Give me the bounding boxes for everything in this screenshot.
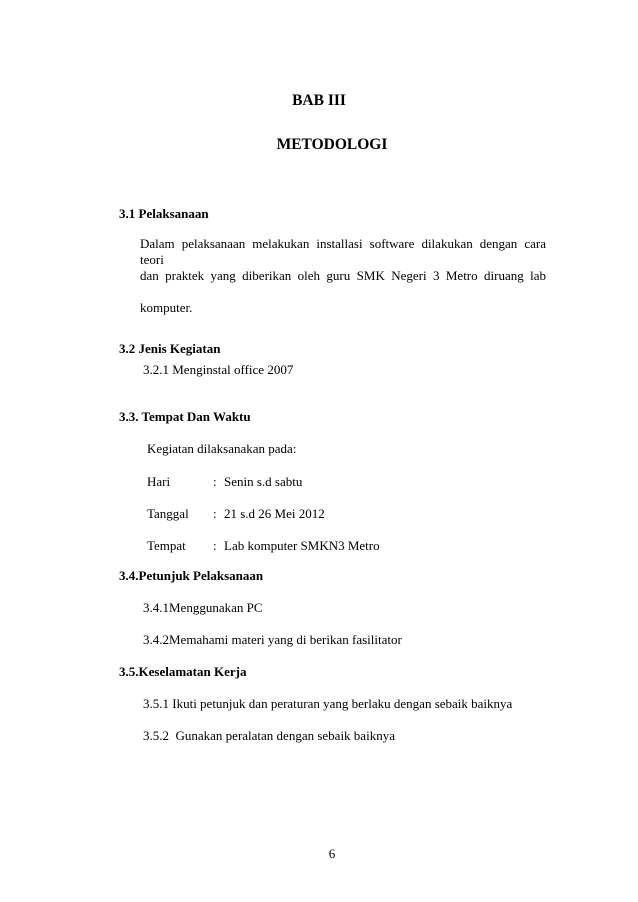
schedule-separator: :: [213, 474, 217, 489]
chapter-label: BAB III: [292, 92, 346, 109]
paragraph-line: dan praktek yang diberikan oleh guru SMK Negeri 3 Metro diruang lab: [140, 268, 546, 283]
list-item: 3.5.2 Gunakan peralatan dengan sebaik baiknya: [143, 728, 395, 743]
section-heading-keselamatan: 3.5.Keselamatan Kerja: [119, 664, 247, 679]
section-heading-petunjuk: 3.4.Petunjuk Pelaksanaan: [119, 568, 264, 583]
page-number: 6: [328, 846, 336, 861]
schedule-label-hari: Hari: [147, 474, 171, 489]
paragraph-line: Dalam pelaksanaan melakukan installasi software dilakukan dengan cara teori: [140, 236, 546, 267]
section-heading-pelaksanaan: 3.1 Pelaksanaan: [119, 206, 209, 221]
chapter-title: METODOLOGI: [276, 136, 388, 153]
schedule-value-tempat: Lab komputer SMKN3 Metro: [224, 538, 380, 553]
schedule-label-tanggal: Tanggal: [147, 506, 189, 521]
list-item: 3.2.1 Menginstal office 2007: [143, 362, 294, 377]
schedule-label-tempat: Tempat: [147, 538, 186, 553]
section-heading-jenis-kegiatan: 3.2 Jenis Kegiatan: [119, 341, 221, 356]
paragraph-line: komputer.: [140, 300, 193, 315]
list-item: 3.4.2Memahami materi yang di berikan fasilitator: [143, 632, 402, 647]
intro-text: Kegiatan dilaksanakan pada:: [147, 441, 297, 456]
schedule-separator: :: [213, 506, 217, 521]
list-item: 3.4.1Menggunakan PC: [143, 600, 263, 615]
schedule-separator: :: [213, 538, 217, 553]
schedule-value-tanggal: 21 s.d 26 Mei 2012: [224, 506, 325, 521]
list-item: 3.5.1 Ikuti petunjuk dan peraturan yang berlaku dengan sebaik baiknya: [143, 696, 513, 711]
section-heading-tempat-waktu: 3.3. Tempat Dan Waktu: [119, 409, 251, 424]
schedule-value-hari: Senin s.d sabtu: [224, 474, 303, 489]
